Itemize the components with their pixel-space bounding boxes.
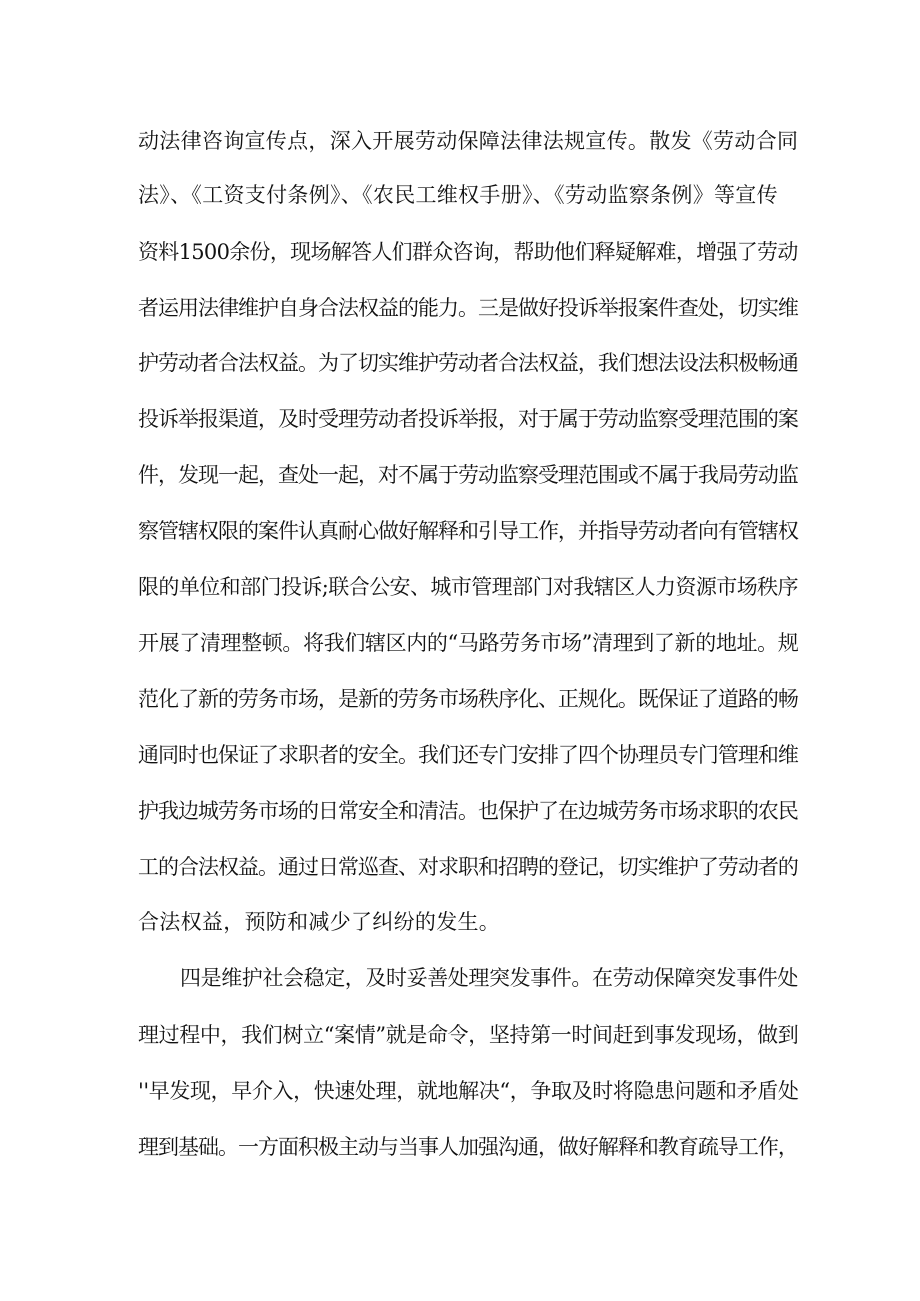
text-line: 察管辖权限的案件认真耐心做好解释和引导工作，并指导劳动者向有管辖权 <box>138 519 798 543</box>
text-line: 合法权益，预防和减少了纠纷的发生。 <box>138 910 501 934</box>
text-line: 护劳动者合法权益。为了切实维护劳动者合法权益，我们想法设法积极畅通 <box>138 351 798 375</box>
text-line: 限的单位和部门投诉;联合公安、城市管理部门对我辖区人力资源市场秩序 <box>138 575 798 599</box>
text-line: 法》、《工资支付条例》、《农民工维权手册》、《劳动监察条例》等宣传 <box>138 183 778 207</box>
text-line: 护我边城劳务市场的日常安全和清洁。也保护了在边城劳务市场求职的农民 <box>138 799 798 823</box>
text-line: 开展了清理整顿。将我们辖区内的“马路劳务市场”清理到了新的地址。规 <box>138 631 799 655</box>
text-line: 资料1500余份，现场解答人们群众咨询，帮助他们释疑解难，增强了劳动 <box>138 240 798 264</box>
text-line: 理到基础。一方面积极主动与当事人加强沟通，做好解释和教育疏导工作， <box>138 1135 798 1159</box>
text-line: 通同时也保证了求职者的安全。我们还专门安排了四个协理员专门管理和维 <box>138 743 798 767</box>
text-line: 者运用法律维护自身合法权益的能力。三是做好投诉举报案件查处，切实维 <box>138 296 798 320</box>
paragraph-first-line: 四是维护社会稳定，及时妥善处理突发事件。在劳动保障突发事件处 <box>180 966 798 990</box>
text-line: 动法律咨询宣传点，深入开展劳动保障法律法规宣传。散发《劳动合同 <box>138 129 799 153</box>
text-line: 理过程中，我们树立“案情”就是命令，坚持第一时间赶到事发现场，做到 <box>138 1023 799 1047</box>
text-line: 范化了新的劳务市场，是新的劳务市场秩序化、正规化。既保证了道路的畅 <box>138 687 798 711</box>
text-line: 投诉举报渠道，及时受理劳动者投诉举报，对于属于劳动监察受理范围的案 <box>138 407 798 431</box>
text-line: 件，发现一起，查处一起，对不属于劳动监察受理范围或不属于我局劳动监 <box>138 463 798 487</box>
text-line: 工的合法权益。通过日常巡查、对求职和招聘的登记，切实维护了劳动者的 <box>138 855 798 879</box>
text-line: ''早发现，早介入，快速处理，就地解决“，争取及时将隐患问题和矛盾处 <box>138 1079 799 1103</box>
